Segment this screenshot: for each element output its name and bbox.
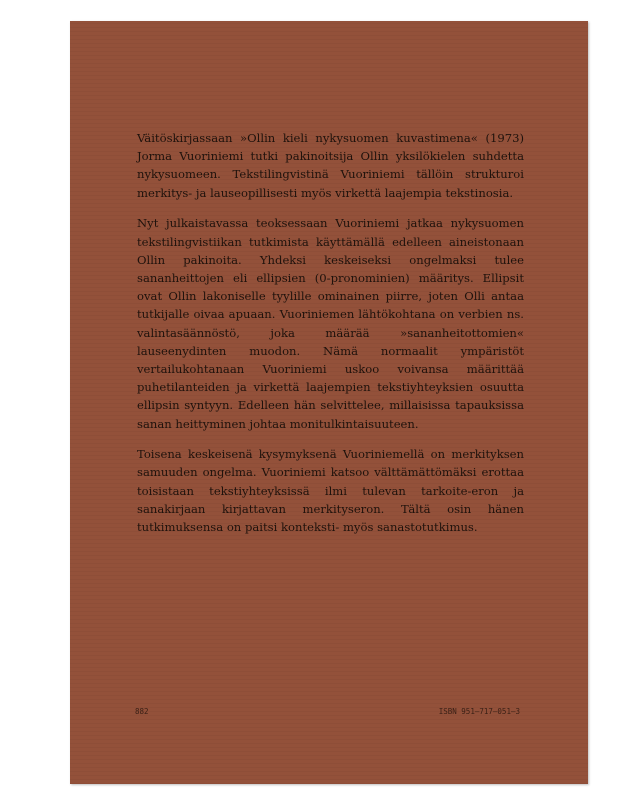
publication-number: 882: [135, 707, 149, 716]
blurb-paragraph-1: Väitöskirjassaan »Ollin kieli nykysuomen kuvastimena« (1973) Jorma Vuoriniemi tutki pakinoitsija Ollin yksilökielen suhdetta nykysuomeen. Tekstilingvistinä Vuoriniemi tällöin strukturoi merkitys- ja lauseopillisesti myös virkettä laajempia tekstinosia.: [137, 131, 524, 200]
book-back-cover: [70, 21, 588, 784]
blurb-paragraph-3: Toisena keskeisenä kysymyksenä Vuoriniemellä on merkityksen samuuden ongelma. Vuoriniemi katsoo välttämättömäksi erottaa toisistaan tekstiyhteyksissä ilmi tulevan tarkoite-eron ja sanakirjaan kirjattavan merkityseron. Tältä osin hänen tutkimuksensa on paitsi konteksti- myös sanastotutkimus.: [137, 447, 524, 535]
blurb-paragraph-2: Nyt julkaistavassa teoksessaan Vuoriniemi jatkaa nykysuomen tekstilingvistiikan tutkimista käyttämällä edelleen aineistonaan Ollin pakinoita. Yhdeksi keskeiseksi ongelmaksi tulee sananheittojen eli ellipsien (0-pronominien) määritys. Ellipsit ovat Ollin lakoniselle tyylille ominainen piirre, joten Olli antaa tutkijalle oivaa apuaan. Vuoriniemen lähtökohtana on verbien ns. valintasäännöstö, joka määrää »sananheitottomien« lauseenydinten muodon. Nämä normaalit ympäristöt vertailukohtanaan Vuoriniemi uskoo voivansa määrittää puhetilanteiden ja virkettä laajempien tekstiyhteyksien osuutta ellipsin syntyyn. Edelleen hän selvittelee, millaisissa tapauksissa sanan heittyminen johtaa monitulkintaisuuteen.: [137, 216, 524, 431]
isbn-label: ISBN 951—717—051—3: [438, 707, 520, 716]
blurb-text: [137, 129, 524, 549]
